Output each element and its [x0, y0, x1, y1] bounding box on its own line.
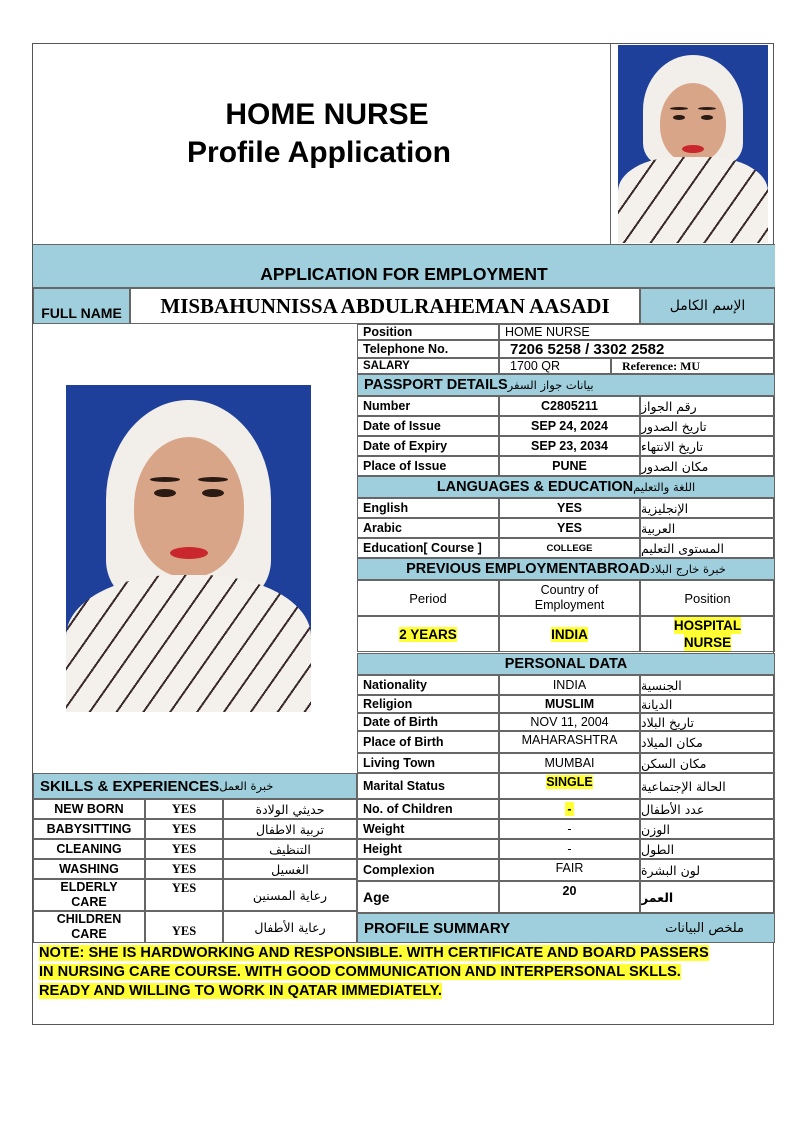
page-title: HOME NURSE: [225, 98, 429, 131]
profile-summary-title-ar: ملخص البيانات: [665, 920, 744, 936]
skill-children-ar: رعاية الأطفال: [223, 911, 357, 943]
note-line-2: IN NURSING CARE COURSE. WITH GOOD COMMUNICATION AND INTERPERSONAL SKLLS.: [39, 964, 681, 980]
weight-value: -: [499, 819, 640, 839]
title-block: [33, 44, 611, 244]
complexion-ar: لون البشرة: [640, 859, 775, 881]
skill-newborn-ar: حديثي الولادة: [223, 799, 357, 819]
skill-cleaning-value: YES: [145, 839, 223, 859]
skill-elderly-ar: رعاية المسنين: [223, 879, 357, 911]
reference-value: Reference: MU: [611, 358, 775, 374]
skill-cleaning-ar: التنظيف: [223, 839, 357, 859]
employment-title: PREVIOUS EMPLOYMENTABROAD: [406, 561, 650, 577]
employment-col-position: Position: [640, 580, 775, 616]
employment-position-line2: NURSE: [683, 635, 732, 650]
living-town-ar: مكان السكن: [640, 753, 775, 773]
english-label: English: [357, 498, 499, 518]
complexion-label: Complexion: [357, 859, 499, 881]
employment-col-period: Period: [357, 580, 499, 616]
arabic-value: YES: [499, 518, 640, 538]
date-of-expiry-label: Date of Expiry: [357, 436, 499, 456]
nationality-ar: الجنسية: [640, 675, 775, 695]
place-of-issue-label: Place of Issue: [357, 456, 499, 476]
profile-summary-header: [357, 913, 775, 943]
skill-babysitting-value: YES: [145, 819, 223, 839]
place-of-issue-value: PUNE: [499, 456, 640, 476]
skill-elderly-label: ELDERLY CARE: [33, 879, 145, 911]
religion-ar: الديانة: [640, 695, 775, 713]
employment-country-cell: [499, 616, 640, 652]
height-value: -: [499, 839, 640, 859]
date-of-birth-ar: تاريخ البلاد: [640, 713, 775, 731]
skill-babysitting-label: BABYSITTING: [33, 819, 145, 839]
skill-newborn-value: YES: [145, 799, 223, 819]
age-value: 20: [499, 881, 640, 913]
profile-photo-large: [66, 385, 311, 712]
religion-label: Religion: [357, 695, 499, 713]
position-value: HOME NURSE: [499, 324, 775, 340]
passport-header: [357, 374, 775, 396]
place-of-birth-ar: مكان الميلاد: [640, 731, 775, 753]
passport-title-ar: بيانات جواز السفر: [507, 378, 594, 392]
employment-title-ar: خبرة خارج البلاد: [649, 562, 726, 576]
skill-children-value: YES: [145, 911, 223, 943]
education-label: Education[ Course ]: [357, 538, 499, 558]
banner-title: APPLICATION FOR EMPLOYMENT: [260, 264, 548, 284]
education-value: COLLEGE: [499, 538, 640, 558]
nationality-label: Nationality: [357, 675, 499, 695]
employment-period: 2 YEARS: [399, 626, 457, 642]
age-ar: العمر: [640, 881, 775, 913]
date-of-birth-value: NOV 11, 2004: [499, 713, 640, 731]
skills-header: [33, 773, 357, 799]
employment-position-line1: HOSPITAL: [673, 618, 742, 633]
skill-babysitting-ar: تربية الاطفال: [223, 819, 357, 839]
languages-header: [357, 476, 775, 498]
date-of-expiry-ar: تاريخ الانتهاء: [640, 436, 775, 456]
place-of-issue-ar: مكان الصدور: [640, 456, 775, 476]
position-label: Position: [357, 324, 499, 340]
salary-label: SALARY: [357, 358, 499, 374]
profile-note: [39, 944, 769, 1001]
employment-header: [357, 558, 775, 580]
page-subtitle: Profile Application: [187, 136, 451, 169]
telephone-label: Telephone No.: [357, 340, 499, 358]
skill-newborn-label: NEW BORN: [33, 799, 145, 819]
date-of-issue-value: SEP 24, 2024: [499, 416, 640, 436]
english-ar: الإنجليزية: [640, 498, 775, 518]
living-town-label: Living Town: [357, 753, 499, 773]
weight-ar: الوزن: [640, 819, 775, 839]
age-label: Age: [357, 881, 499, 913]
languages-title-ar: اللغة والتعليم: [633, 480, 696, 494]
date-of-issue-label: Date of Issue: [357, 416, 499, 436]
complexion-value: FAIR: [499, 859, 640, 881]
children-cell: [499, 799, 640, 819]
note-line-3: READY AND WILLING TO WORK IN QATAR IMMEDIATELY.: [39, 983, 442, 999]
height-label: Height: [357, 839, 499, 859]
marital-status-value: SINGLE: [546, 775, 593, 789]
employment-period-cell: [357, 616, 499, 652]
passport-title: PASSPORT DETAILS: [364, 377, 508, 393]
children-label: No. of Children: [357, 799, 499, 819]
religion-value: MUSLIM: [499, 695, 640, 713]
children-value: -: [567, 802, 572, 816]
employment-country: INDIA: [551, 626, 588, 642]
full-name-label: FULL NAME: [33, 288, 130, 324]
date-of-issue-ar: تاريخ الصدور: [640, 416, 775, 436]
place-of-birth-label: Place of Birth: [357, 731, 499, 753]
education-ar: المستوى التعليم: [640, 538, 775, 558]
marital-status-ar: الحالة الإجتماعية: [640, 773, 775, 799]
note-line-1: NOTE: SHE IS HARDWORKING AND RESPONSIBLE. WITH CERTIFICATE AND BOARD PASSERS: [39, 945, 709, 961]
profile-summary-title: PROFILE SUMMARY: [364, 919, 511, 937]
passport-number-value: C2805211: [499, 396, 640, 416]
passport-number-label: Number: [357, 396, 499, 416]
full-name-value: MISBAHUNNISSA ABDULRAHEMAN AASADI: [130, 288, 640, 324]
skills-title-ar: خبرة العمل: [219, 779, 274, 793]
children-ar: عدد الأطفال: [640, 799, 775, 819]
skill-elderly-value: YES: [145, 879, 223, 911]
skill-washing-value: YES: [145, 859, 223, 879]
marital-status-label: Marital Status: [357, 773, 499, 799]
weight-label: Weight: [357, 819, 499, 839]
skill-washing-ar: الغسيل: [223, 859, 357, 879]
living-town-value: MUMBAI: [499, 753, 640, 773]
languages-title: LANGUAGES & EDUCATION: [436, 479, 634, 495]
employment-banner: [33, 244, 775, 288]
skill-children-label: CHILDREN CARE: [33, 911, 145, 943]
date-of-birth-label: Date of Birth: [357, 713, 499, 731]
height-ar: الطول: [640, 839, 775, 859]
employment-position-cell: [640, 616, 775, 652]
full-name-label-ar: الإسم الكامل: [640, 288, 775, 324]
date-of-expiry-value: SEP 23, 2034: [499, 436, 640, 456]
skills-title: SKILLS & EXPERIENCES: [40, 777, 220, 795]
marital-status-cell: [499, 773, 640, 799]
skill-cleaning-label: CLEANING: [33, 839, 145, 859]
place-of-birth-value: MAHARASHTRA: [499, 731, 640, 753]
application-sheet: [32, 43, 774, 1025]
personal-header: PERSONAL DATA: [357, 653, 775, 675]
profile-photo-small: [618, 45, 768, 243]
nationality-value: INDIA: [499, 675, 640, 695]
employment-col-country: Country of Employment: [499, 580, 640, 616]
passport-number-ar: رقم الجواز: [640, 396, 775, 416]
salary-value: 1700 QR: [499, 358, 611, 374]
arabic-ar: العربية: [640, 518, 775, 538]
skill-washing-label: WASHING: [33, 859, 145, 879]
arabic-label: Arabic: [357, 518, 499, 538]
english-value: YES: [499, 498, 640, 518]
telephone-value: 7206 5258 / 3302 2582: [499, 340, 775, 358]
